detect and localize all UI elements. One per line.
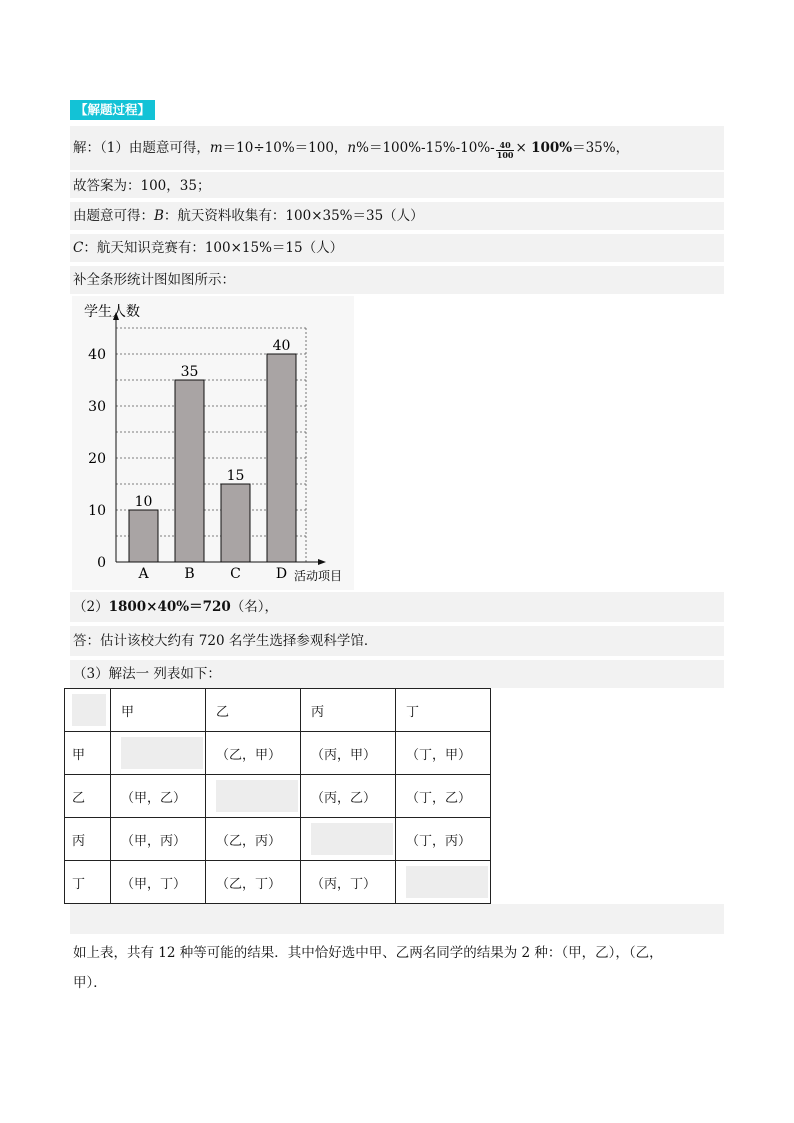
- x-tick-label: C: [230, 566, 241, 582]
- table-cell: （丙，丁）: [301, 861, 396, 904]
- text-band: [70, 904, 724, 934]
- table-cell: 甲: [65, 732, 111, 775]
- bar: [267, 354, 296, 562]
- fraction: $\frac{40}{100}$: [496, 140, 514, 160]
- blank-fill: [72, 694, 106, 726]
- table-cell: 甲: [111, 689, 206, 732]
- y-tick-label: 20: [88, 451, 106, 467]
- empty-cell: [65, 689, 111, 732]
- table-cell: （甲，乙）: [111, 775, 206, 818]
- table-cell: （丙，乙）: [301, 775, 396, 818]
- table-cell: （乙，丙）: [206, 818, 301, 861]
- table-row: [65, 775, 491, 818]
- bar-chart-panel: [72, 296, 354, 590]
- empty-cell: [301, 818, 396, 861]
- x-axis-label: 活动项目: [294, 569, 343, 583]
- x-tick-label: B: [184, 566, 195, 582]
- table-cell: 丙: [65, 818, 111, 861]
- solution-line-6: （2）1800×40%＝720（名），: [73, 599, 279, 615]
- blank-fill: [406, 866, 488, 898]
- table-cell: （丁，乙）: [396, 775, 491, 818]
- bar-chart: [72, 296, 354, 590]
- solution-line-1: 解：（1）由题意可得，m＝10÷10%＝100，n%＝100%-15%-10%- $\frac{40}{100}$ × 100%＝35%，: [73, 140, 630, 160]
- conclusion-line-1: 如上表，共有 12 种等可能的结果．其中恰好选中甲、乙两名同学的结果为 2 种：（甲，乙），（乙，: [73, 945, 663, 961]
- solution-line-7: 答：估计该校大约有 720 名学生选择参观科学馆．: [73, 633, 378, 649]
- table-cell: （甲，丙）: [111, 818, 206, 861]
- empty-cell: [206, 775, 301, 818]
- table-header-row: [65, 689, 491, 732]
- table-cell: 丙: [301, 689, 396, 732]
- x-tick-label: A: [138, 566, 149, 582]
- data-label: 10: [134, 494, 153, 510]
- x-tick-label: D: [275, 566, 288, 582]
- blank-fill: [216, 780, 298, 812]
- empty-cell: [111, 732, 206, 775]
- table-cell: 丁: [65, 861, 111, 904]
- solution-line-3: 由题意可得：B：航天资料收集有：100×35%＝35（人）: [73, 208, 424, 224]
- data-label: 40: [272, 338, 291, 354]
- bar: [129, 510, 158, 562]
- section-tag: 【解题过程】: [70, 100, 155, 120]
- table-cell: （甲，丁）: [111, 861, 206, 904]
- bar: [221, 484, 250, 562]
- table-row: [65, 732, 491, 775]
- table-cell: 乙: [206, 689, 301, 732]
- table-cell: （丁，甲）: [396, 732, 491, 775]
- solution-line-5: 补全条形统计图如图所示：: [73, 272, 235, 288]
- table-row: [65, 818, 491, 861]
- y-axis-label: 学生人数: [84, 304, 140, 320]
- y-tick-label: 0: [97, 555, 106, 571]
- solution-line-2: 故答案为：100，35；: [73, 178, 211, 194]
- blank-fill: [121, 737, 203, 769]
- table-cell: （丁，丙）: [396, 818, 491, 861]
- table-cell: 乙: [65, 775, 111, 818]
- data-label: 35: [180, 364, 199, 380]
- y-tick-label: 40: [88, 347, 106, 363]
- table-cell: （丙，甲）: [301, 732, 396, 775]
- outcome-table: [64, 688, 491, 904]
- table-cell: 丁: [396, 689, 491, 732]
- solution-line-4: C：航天知识竞赛有：100×15%＝15（人）: [73, 240, 344, 256]
- bar: [175, 380, 204, 562]
- data-label: 15: [226, 468, 245, 484]
- table-row: [65, 861, 491, 904]
- y-tick-label: 10: [88, 503, 106, 519]
- x-axis-arrow: [318, 559, 326, 565]
- empty-cell: [396, 861, 491, 904]
- conclusion-line-2: 甲）．: [73, 975, 107, 991]
- blank-fill: [311, 823, 393, 855]
- y-tick-label: 30: [88, 399, 106, 415]
- table-cell: （乙，甲）: [206, 732, 301, 775]
- solution-line-8: （3）解法一 列表如下：: [73, 666, 221, 682]
- table-cell: （乙，丁）: [206, 861, 301, 904]
